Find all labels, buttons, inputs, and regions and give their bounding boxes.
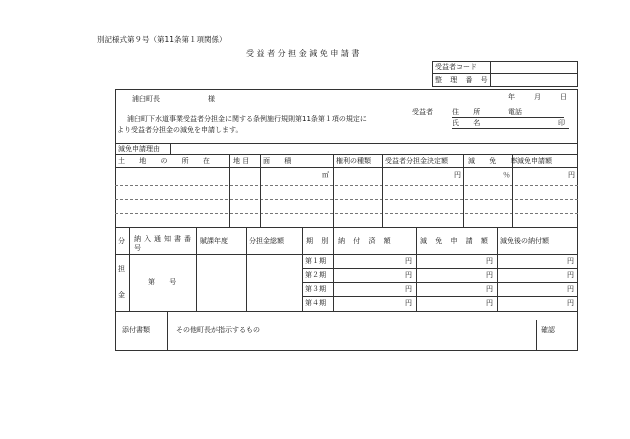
applicant-label: 受益者 bbox=[412, 108, 433, 116]
side-label-2: 担 bbox=[118, 265, 125, 273]
date-month-label: 月 bbox=[534, 93, 541, 101]
amount-unit: 円 bbox=[454, 171, 461, 179]
date-year-label: 年 bbox=[508, 93, 515, 101]
period-1: 第１期 bbox=[305, 257, 326, 265]
yen-reduction-2: 円 bbox=[486, 271, 493, 279]
period-3: 第３期 bbox=[305, 285, 326, 293]
attachments-label: 添付書類 bbox=[122, 326, 150, 334]
body-text-line2: より受益者分担金の減免を申請します。 bbox=[117, 126, 243, 134]
beneficiary-code-label: 受益者コード bbox=[435, 63, 477, 71]
form-label: 別記様式第９号（第11条第１項関係） bbox=[97, 35, 227, 44]
address-label[interactable]: 住 所 bbox=[452, 109, 564, 118]
col-notice-number: 納入通知書番号 bbox=[134, 235, 194, 252]
phone-label: 電話 bbox=[508, 108, 522, 116]
beneficiary-code-field[interactable] bbox=[493, 64, 575, 72]
reason-field[interactable] bbox=[172, 145, 572, 153]
col-area: 面 積 bbox=[263, 157, 298, 165]
yen-paid-1: 円 bbox=[405, 257, 412, 265]
col-land-category: 地 目 bbox=[233, 157, 250, 165]
reference-number-field[interactable] bbox=[493, 76, 575, 84]
yen-after-2: 円 bbox=[567, 271, 574, 279]
honorific: 様 bbox=[208, 95, 215, 103]
col-reduction-requested: 減 免 申 請 額 bbox=[420, 237, 491, 245]
col-decided-amount: 受益者分担金決定額 bbox=[385, 157, 448, 165]
yen-after-3: 円 bbox=[567, 285, 574, 293]
yen-reduction-1: 円 bbox=[486, 257, 493, 265]
reference-number-label: 整 理 番 号 bbox=[435, 76, 491, 84]
yen-reduction-4: 円 bbox=[486, 299, 493, 307]
period-4: 第４期 bbox=[305, 299, 326, 307]
body-text-line1: 浦臼町下水道事業受益者分担金に関する条例施行規則第11条第１項の規定に bbox=[127, 115, 367, 123]
attachments-text: その他町長が指示するもの bbox=[176, 326, 260, 334]
col-total-charge: 分担金総額 bbox=[249, 237, 284, 245]
col-after-reduction: 減免後の納付額 bbox=[500, 237, 549, 245]
side-label-1: 分 bbox=[118, 237, 125, 245]
date-day-label: 日 bbox=[560, 93, 567, 101]
col-requested-amount: 減免申請額 bbox=[517, 157, 552, 165]
yen-after-1: 円 bbox=[567, 257, 574, 265]
seal-mark: 印 bbox=[558, 119, 565, 127]
col-land-location: 土 地 の 所 在 bbox=[118, 157, 216, 165]
reason-label: 減免申請理由 bbox=[118, 145, 160, 153]
yen-after-4: 円 bbox=[567, 299, 574, 307]
addressee: 浦臼町長 bbox=[132, 95, 160, 103]
yen-paid-2: 円 bbox=[405, 271, 412, 279]
col-reduction-rate: 減 免 率 bbox=[468, 157, 524, 165]
form-title: 受 益 者 分 担 金 減 免 申 請 書 bbox=[246, 49, 360, 58]
col-period: 期 別 bbox=[306, 237, 332, 245]
side-label-3: 金 bbox=[118, 291, 125, 299]
notice-number-value: 第 号 bbox=[148, 278, 183, 286]
col-assessment-year: 賦課年度 bbox=[200, 237, 228, 245]
name-field[interactable]: 氏 名 bbox=[452, 120, 569, 129]
confirm-label: 確認 bbox=[541, 326, 555, 334]
period-2: 第２期 bbox=[305, 271, 326, 279]
requested-unit: 円 bbox=[568, 171, 575, 179]
rate-unit: ％ bbox=[503, 171, 510, 179]
col-right-type: 権利の種類 bbox=[336, 157, 371, 165]
col-paid-amount: 納 付 済 額 bbox=[338, 237, 394, 245]
yen-paid-3: 円 bbox=[405, 285, 412, 293]
yen-reduction-3: 円 bbox=[486, 285, 493, 293]
yen-paid-4: 円 bbox=[405, 299, 412, 307]
area-unit: ㎡ bbox=[322, 171, 329, 179]
